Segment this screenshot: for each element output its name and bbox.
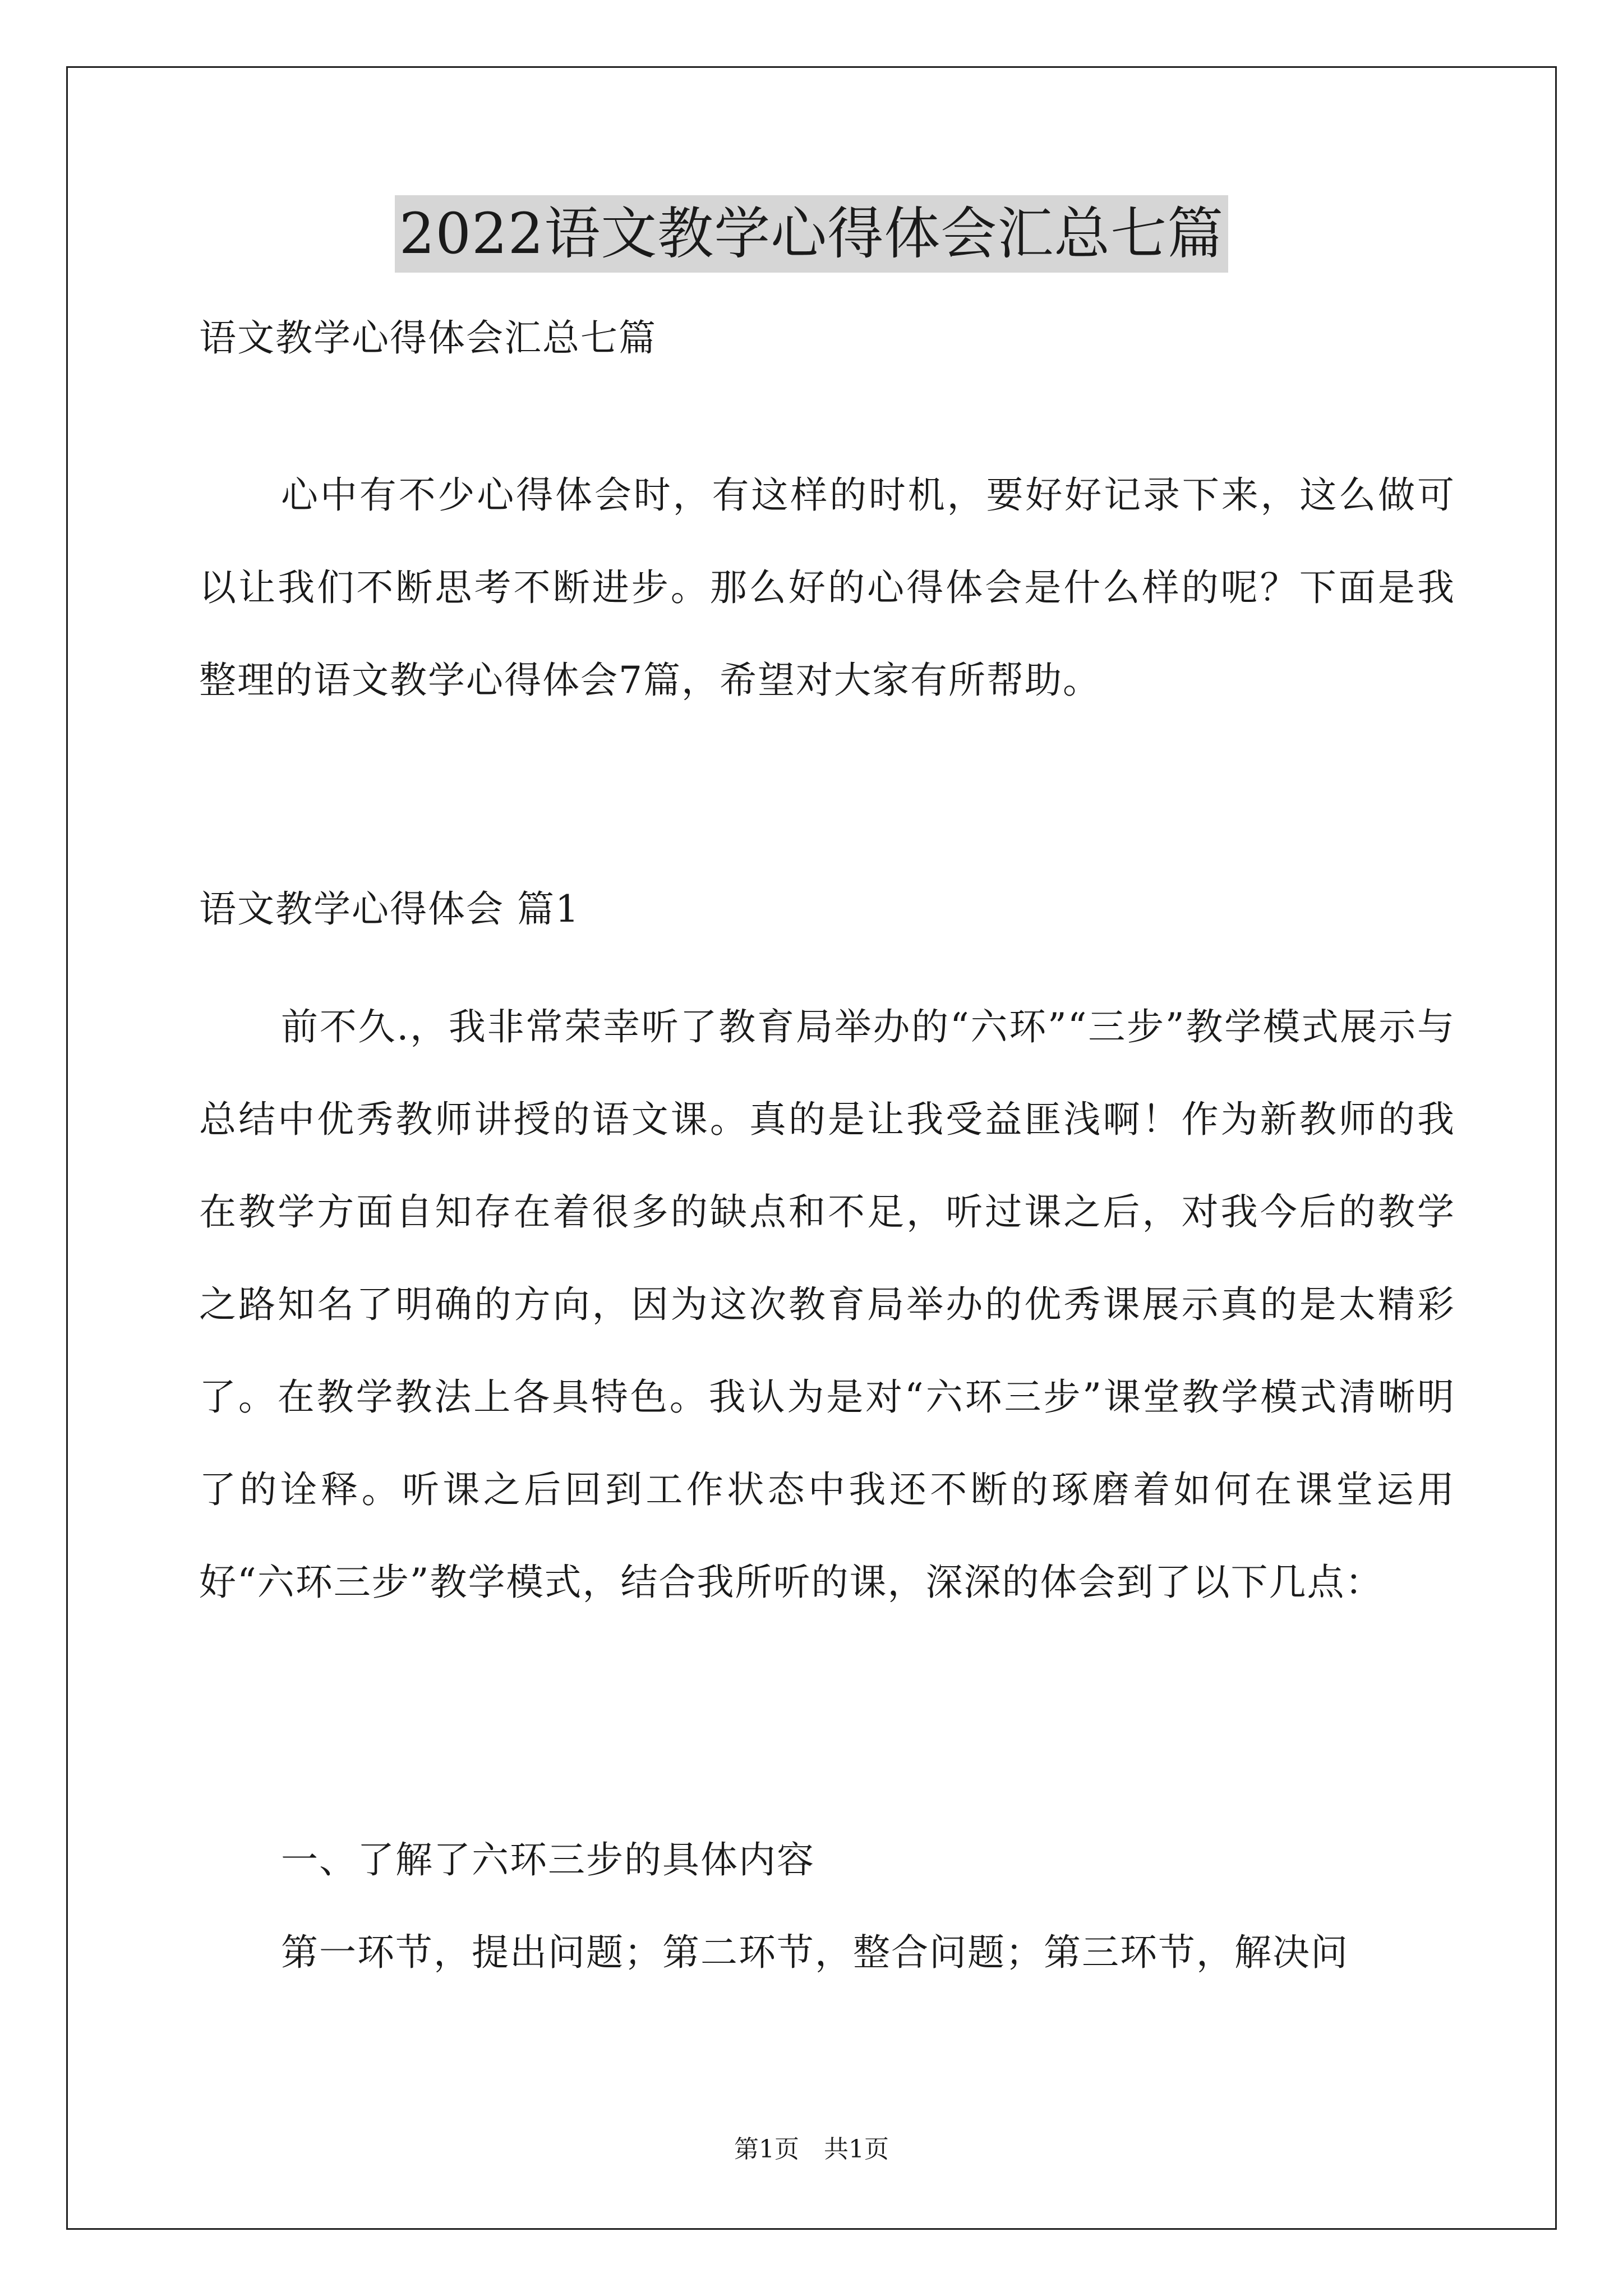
section1-paragraph-1: 前不久.，我非常荣幸听了教育局举办的“六环”“三步”教学模式展示与总结中优秀教师讲授的语文课。真的是让我受益匪浅啊！作为新教师的我在教学方面自知存在着很多的缺点和不足，听过课之后，对我今后的教学之路知名了明确的方向，因为这次教育局举办的优秀课展示真的是太精彩了。在教学教法上各具特色。我认为是对“六环三步”课堂教学模式清晰明了的诠释。听课之后回到工作状态中我还不断的琢磨着如何在课堂运用好“六环三步”教学模式，结合我所听的课，深深的体会到了以下几点： — [199, 1005, 1455, 1604]
section1-paragraph-2: 第一环节，提出问题；第二环节，整合问题；第三环节，解决问 — [281, 1931, 1349, 1974]
document-subtitle: 语文教学心得体会汇总七篇 — [199, 316, 657, 360]
section1-point-1: 一、了解了六环三步的具体内容 — [281, 1838, 815, 1881]
title-container — [0, 195, 1623, 273]
intro-paragraph: 心中有不少心得体会时，有这样的时机，要好好记录下来，这么做可以让我们不断思考不断进步。那么好的心得体会是什么样的呢？下面是我整理的语文教学心得体会7篇，希望对大家有所帮助。 — [199, 473, 1455, 702]
document-title: 2022语文教学心得体会汇总七篇 — [395, 195, 1229, 273]
section-heading-1: 语文教学心得体会 篇1 — [199, 887, 580, 931]
page-footer: 第1页 共1页 — [734, 2135, 889, 2164]
